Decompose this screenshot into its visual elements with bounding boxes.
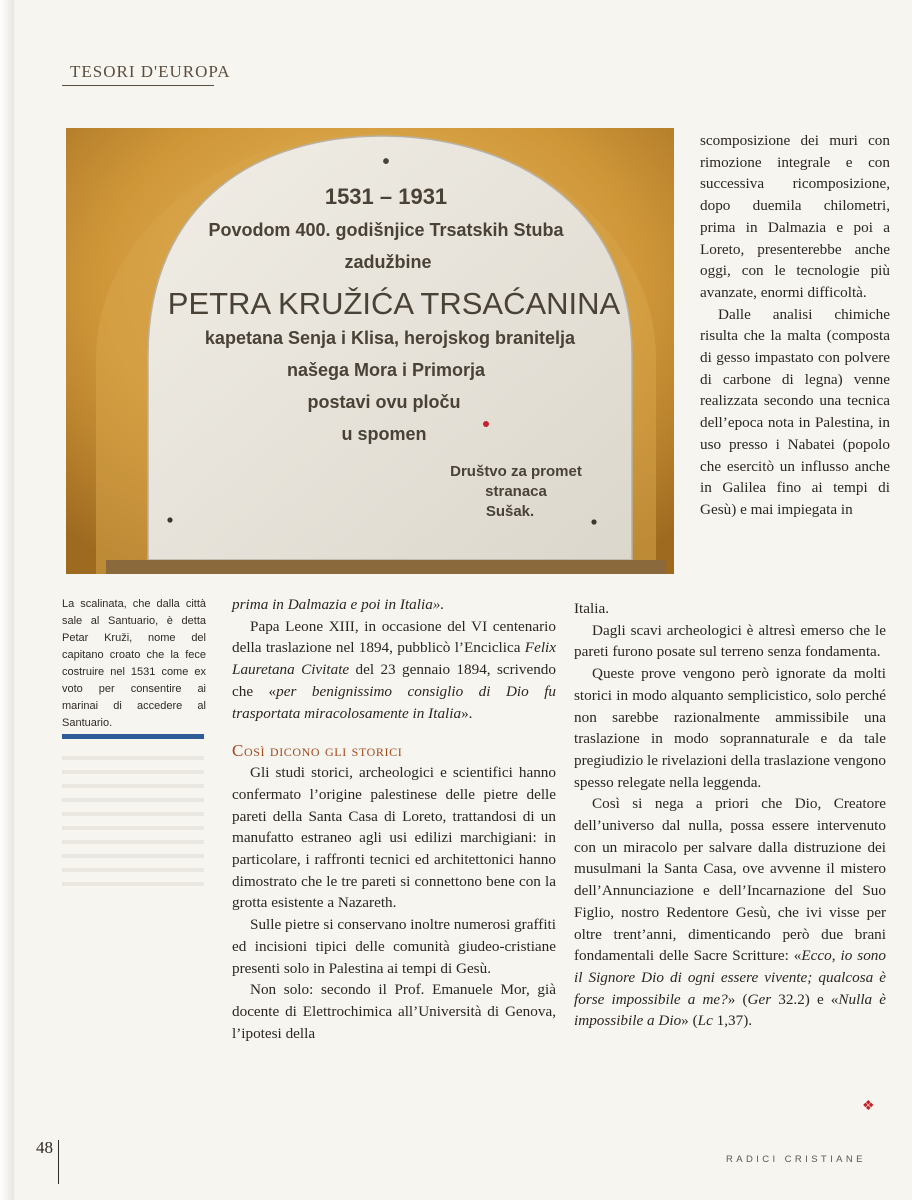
quote-italic: prima in Dalmazia e poi in Italia». [232, 596, 445, 613]
plaque-line-5: postavi ovu ploču [307, 392, 461, 412]
plaque-years: 1531 – 1931 [324, 184, 448, 209]
end-of-article-icon: ❖ [862, 1099, 875, 1114]
paragraph-analisi: Dalle analisi chimiche risulta che la malta (composta di gesso impastato con polvere di carbone di legna) venne realizzata secondo una tecnica dell’epoca nota in Palestina, in uso presso i Nabatei (popolo che esercitò un influsso anche in Galilea fino ai tempi di Gesù) e mai impiegata in [700, 305, 890, 518]
header-rule [62, 85, 214, 86]
paragraph-conclusione: Così si nega a priori che Dio, Creatore dell’universo dal nulla, possa essere intervenuto con un miracolo per salvare dalla distruzione dei musulmani la Santa Casa, ove avvenne il mistero dell’Annunciazione e dell’Incarnazione del Suo Figlio, nostro Redentore Gesù, che ivi visse per oltre trent’anni, dimenticando però due brani fondamentali delle Sacre Scritture: «Ecco, io sono il Signore Dio di ogni essere vivente; qualcosa è forse impossibile a me?» (Ger 32.2) e «Nulla è impossibile a Dio» (Lc 1,37). [574, 795, 886, 1030]
right-column [574, 598, 886, 1032]
plaque-line-1: Povodom 400. godišnjice Trsatskih Stuba [208, 220, 564, 240]
red-spot-icon [483, 421, 489, 427]
plaque-signature-1: Društvo za promet [450, 463, 582, 480]
caption-accent-bar [62, 734, 204, 739]
binding-edge [0, 0, 14, 1200]
section-heading: Così dicono gli storici [232, 741, 403, 761]
paragraph-prove: Queste prove vengono però ignorate da molti storici in modo alquanto semplicistico, solo perché non sarebbe razionalmente ammissibile una traslazione in modo soprannaturale e da tale pregiudizio le rivelazioni della traslazione vengono spesso relegate nella leggenda. [574, 665, 886, 791]
plaque-signature-3: Sušak. [485, 503, 535, 520]
photo-caption: La scalinata, che dalla città sale al Santuario, è detta Petar Kruži, nome del capitano croato che la fece costruire nel 1531 come ex voto per consentire ai marinai di accedere al Santuario. [62, 598, 206, 729]
paragraph-italia: Italia. [574, 600, 609, 617]
show-through-text [62, 746, 204, 926]
encyclical-title: Felix Lauretana Civitate [232, 639, 556, 679]
plaque-line-2: zadužbine [344, 252, 432, 272]
paragraph-scomposizione: scomposizione dei muri con rimozione integrale e con successiva ricomposizione, dopo duemila chilometri, prima in Dalmazia e poi a Loreto, presenterebbe anche oggi, con le tecnologie più avanzate, enormi difficoltà. [700, 132, 890, 301]
section-title: TESORI D'EUROPA [70, 62, 231, 81]
bolt-left-icon [167, 517, 172, 522]
plaque-ledge [106, 560, 666, 574]
right-column-top [700, 130, 890, 521]
bolt-right-icon [591, 519, 596, 524]
plaque-name: PETRA KRUŽIĆA TRSAĆANINA [167, 286, 621, 321]
plaque-line-4: našega Mora i Primorja [286, 360, 486, 380]
paragraph-studi: Gli studi storici, archeologici e scientifici hanno confermato l’origine palestinese delle pietre delle pareti della Santa Casa di Loreto, trattandosi di un manufatto estraneo agli usi edilizi marchigiani: in particolare, i raffronti tecnici ed architettonici hanno dimostrato che le tre pareti si connettono bene con la grotta esistente a Nazareth. [232, 764, 556, 912]
plaque-dot: • [382, 151, 390, 173]
page-number: 48 [36, 1138, 53, 1157]
magazine-name: RADICI CRISTIANE [726, 1154, 866, 1165]
paragraph-graffiti: Sulle pietre si conservano inoltre numerosi graffiti ed incisioni tipici delle comunità giudeo-cristiane presenti solo in Palestina ai tempi di Gesù. [232, 916, 556, 977]
middle-column [232, 594, 556, 1044]
paragraph-leone: Papa Leone XIII, in occasione del VI centenario della traslazione nel 1894, pubblicò l’Enciclica Felix Lauretana Civitate del 23 gennaio 1894, scrivendo che «per benignissimo consiglio di Dio fu trasportata miracolosamente in Italia». [232, 617, 557, 722]
page-number-rule [58, 1140, 59, 1184]
plaque-line-3: kapetana Senja i Klisa, herojskog branitelja [204, 328, 576, 348]
plaque-signature-2: stranaca [485, 483, 547, 500]
paragraph-quote-end [232, 594, 556, 616]
paragraph-scavi: Dagli scavi archeologici è altresì emerso che le pareti furono posate sul terreno senza fondamenta. [574, 621, 886, 661]
encyclical-quote: per benignissimo consiglio di Dio fu trasportata miracolosamente in Italia [232, 682, 557, 722]
scripture-quote-2: Nulla è impossibile a Dio [574, 990, 886, 1030]
scripture-quote-1: Ecco, io sono il Signore Dio di ogni essere vivente; qualcosa è forse impossibile a me? [574, 947, 886, 1008]
plaque-photo [66, 128, 674, 574]
plaque-illustration [66, 128, 674, 574]
paragraph-mor: Non solo: secondo il Prof. Emanuele Mor, già docente di Elettrochimica all’Università di Genova, l’ipotesi della [232, 981, 556, 1042]
plaque-line-6: u spomen [341, 424, 427, 444]
